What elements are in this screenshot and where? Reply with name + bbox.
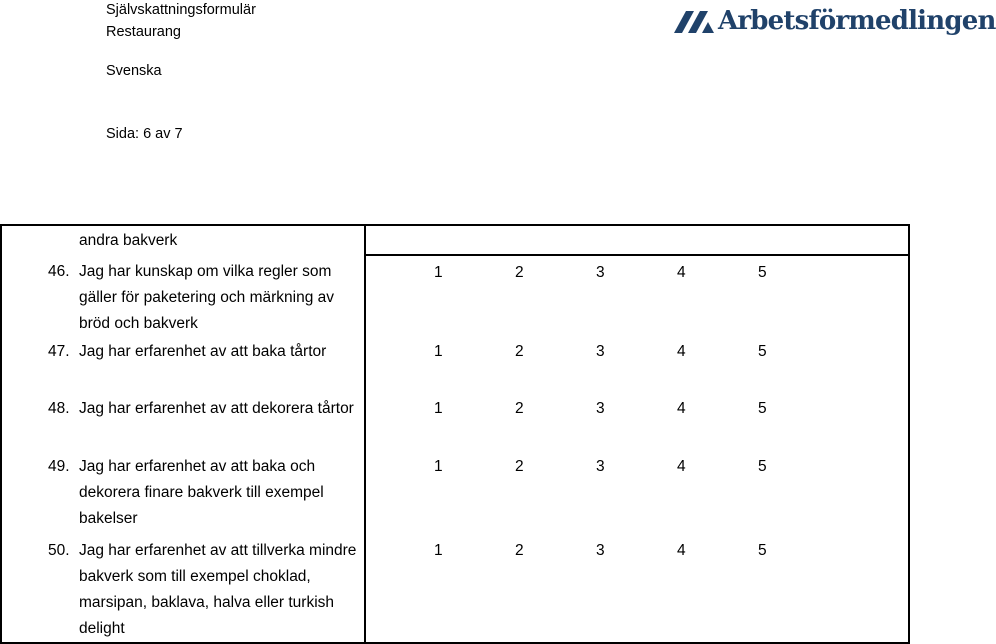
question-number: 48. (48, 400, 70, 417)
scale-cell (365, 225, 909, 255)
logo-wordmark: Arbetsförmedlingen (718, 6, 996, 36)
rating-option[interactable]: 1 (434, 542, 443, 559)
question-text: Jag har kunskap om vilka regler som gäller för paketering och märkning av bröd och bakverk (79, 263, 335, 332)
page-indicator: Sida: 6 av 7 (106, 126, 183, 142)
rating-scale (434, 538, 839, 564)
question-number: 50. (48, 542, 70, 559)
scale-cell (365, 255, 909, 339)
rating-option[interactable]: 4 (677, 400, 686, 417)
rating-option[interactable]: 3 (596, 343, 605, 360)
question-cell (1, 255, 365, 339)
rating-option[interactable]: 5 (758, 343, 767, 360)
rating-option[interactable]: 1 (434, 400, 443, 417)
rating-option[interactable]: 5 (758, 542, 767, 559)
question-cell (1, 454, 365, 538)
form-title: Självskattningsformulär (106, 2, 256, 18)
rating-option[interactable]: 1 (434, 264, 443, 281)
table-row (1, 396, 909, 454)
rating-scale (434, 339, 839, 365)
question-cell (1, 225, 365, 255)
rating-option[interactable]: 2 (515, 542, 524, 559)
form-subtitle: Restaurang (106, 24, 181, 40)
question-cell (1, 339, 365, 396)
question-text: Jag har erfarenhet av att baka tårtor (79, 343, 327, 360)
table-row (1, 339, 909, 396)
rating-option[interactable]: 1 (434, 458, 443, 475)
rating-option[interactable]: 4 (677, 458, 686, 475)
scale-cell (365, 538, 909, 643)
rating-option[interactable]: 2 (515, 343, 524, 360)
rating-option[interactable]: 1 (434, 343, 443, 360)
question-text: Jag har erfarenhet av att tillverka mindre bakverk som till exempel choklad, marsipan, baklava, halva eller turkish delight (79, 542, 357, 637)
scale-cell (365, 339, 909, 396)
rating-option[interactable]: 4 (677, 264, 686, 281)
question-text: Jag har erfarenhet av att dekorera tårtor (79, 400, 354, 417)
table-row (1, 225, 909, 255)
rating-option[interactable]: 3 (596, 264, 605, 281)
rating-option[interactable]: 5 (758, 264, 767, 281)
question-continuation: andra bakverk (79, 232, 178, 249)
scale-cell (365, 396, 909, 454)
form-language: Svenska (106, 63, 162, 79)
rating-option[interactable]: 3 (596, 542, 605, 559)
rating-scale (434, 396, 839, 422)
table-row (1, 538, 909, 643)
arbetsformedlingen-logo (672, 4, 996, 38)
rating-option[interactable]: 4 (677, 542, 686, 559)
question-number: 49. (48, 458, 70, 475)
rating-option[interactable]: 5 (758, 458, 767, 475)
question-text: Jag har erfarenhet av att baka och dekorera finare bakverk till exempel bakelser (79, 458, 324, 527)
rating-option[interactable]: 3 (596, 400, 605, 417)
question-number: 47. (48, 343, 70, 360)
logo-mark-icon (672, 7, 714, 35)
question-cell (1, 538, 365, 643)
rating-option[interactable]: 2 (515, 458, 524, 475)
rating-option[interactable]: 5 (758, 400, 767, 417)
rating-option[interactable]: 2 (515, 264, 524, 281)
rating-option[interactable]: 4 (677, 343, 686, 360)
table-row (1, 454, 909, 538)
rating-scale (434, 260, 839, 286)
rating-option[interactable]: 2 (515, 400, 524, 417)
question-cell (1, 396, 365, 454)
rating-scale (434, 454, 839, 480)
questionnaire-table (0, 224, 910, 644)
question-number: 46. (48, 263, 70, 280)
rating-option[interactable]: 3 (596, 458, 605, 475)
table-row (1, 255, 909, 339)
scale-cell (365, 454, 909, 538)
